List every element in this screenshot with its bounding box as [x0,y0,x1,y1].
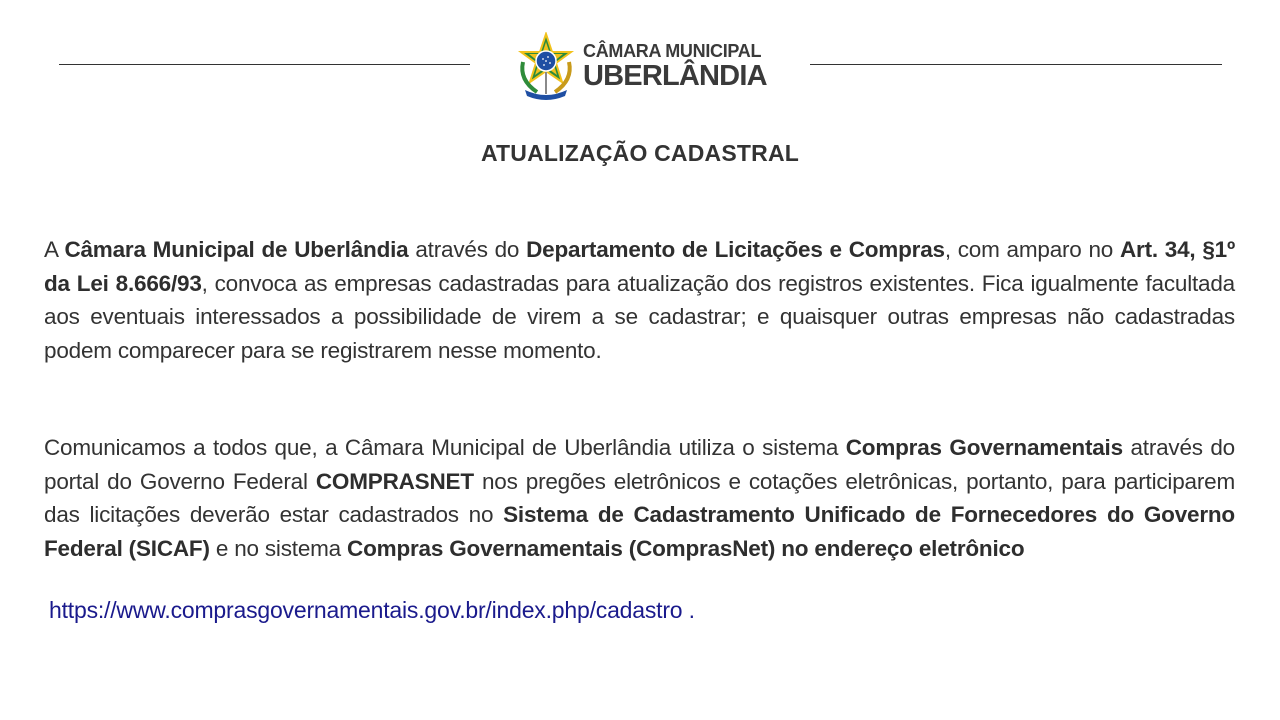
p2-bold-compras: Compras Governamentais [845,435,1123,460]
cadastro-link[interactable]: https://www.comprasgovernamentais.gov.br/index.php/cadastro [49,597,683,623]
logo-line1: CÂMARA MUNICIPAL [583,41,762,61]
link-suffix: . [682,597,695,623]
page-title: ATUALIZAÇÃO CADASTRAL [480,140,800,166]
logo-text [583,42,767,91]
logo-line2: UBERLÂNDIA [583,60,767,92]
p1-text-1: A [44,237,65,262]
p1-bold-lei: Art. 34, §1º da Lei 8.666/93 [44,237,1235,296]
paragraph-comprasnet [44,431,1235,565]
p1-text-2: através do [408,237,527,262]
paragraph-convocation [44,233,1235,367]
cadastro-link-line [49,597,695,624]
p2-text-1: Comunicamos a todos que, a Câmara Municipal de Uberlândia utiliza o sistema [44,435,846,460]
p2-text-4: e no sistema [209,535,348,561]
p1-bold-camara: Câmara Municipal de Uberlândia [64,237,409,262]
header-rule-left [59,64,470,65]
coat-of-arms-icon [515,32,577,100]
p1-text-3: , com amparo no [944,237,1120,262]
p2-bold-sicaf: Sistema de Cadastramento Unificado de Fornecedores do Governo Federal (SICAF) [44,502,1235,561]
header-rule-right [810,64,1222,65]
p1-text-4: , convoca as empresas cadastradas para atualização dos registros existentes. Fica igualmente facultada aos eventuais interessados a possibilidade de virem a se cadastrar; e quaisquer outras empresas não cadastradas podem comparecer para se registrarem nesse momento. [44,270,1235,363]
p2-text-3: nos pregões eletrônicos e cotações eletrônicas, portanto, para participarem das licitações deverão estar cadastrados no [44,468,1235,527]
p2-text-2: através do portal do Governo Federal [44,435,1235,494]
p2-bold-comprasnet: COMPRASNET [315,468,474,494]
p2-bold-endereco: Compras Governamentais (ComprasNet) no endereço eletrônico [347,535,1025,561]
p1-bold-departamento: Departamento de Licitações e Compras [526,237,945,262]
camara-logo [515,32,775,102]
page-header [0,28,1280,104]
